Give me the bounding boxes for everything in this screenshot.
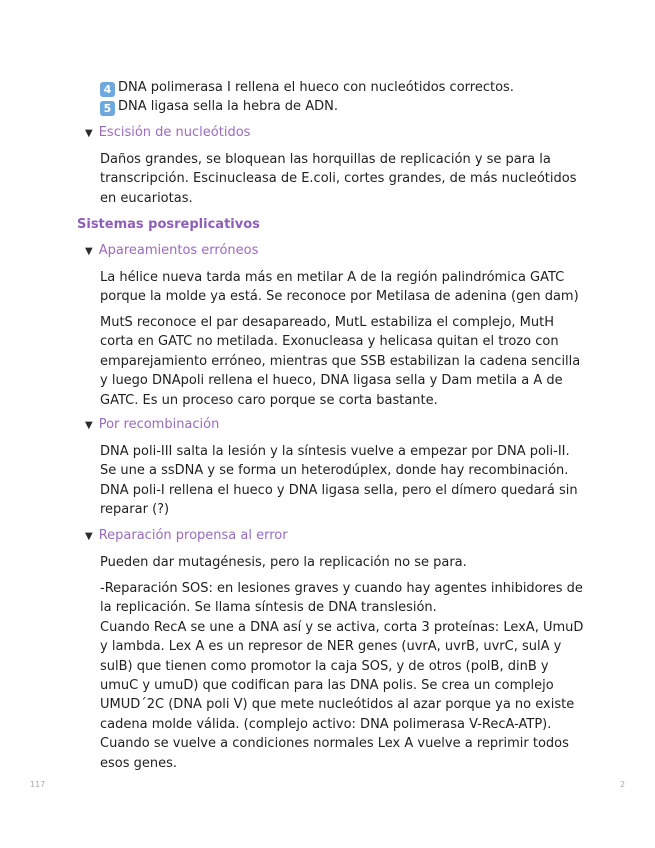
sos-intro: -Reparación SOS: en lesiones graves y cuando hay agentes inhibidores de la replicación. Se llama síntesis de DNA translesión. [100,581,583,616]
apareamientos-paragraph-2: MutS reconoce el par desapareado, MutL estabiliza el complejo, MutH corta en GATC no metilada. Exonucleasa y helicasa quitan el trozo con emparejamiento erróneo, mientras que SSB estabilizan la cadena sencilla y luego DNApoli rellena el hueco, DNA ligasa sella y Dam metila a A de GATC. Es un proceso caro porque se corta bastante. [100,315,581,408]
escision-text: Daños grandes, se bloquean las horquillas de replicación y se para la transcripción. Escinucleasa de E.coli, cortes grandes, de más nucleótidos en eucariotas. [100,152,577,206]
section-heading-posreplicativos: Sistemas posreplicativos [77,217,260,232]
step-5-line [100,97,338,116]
sos-detail: Cuando RecA se une a DNA así y se activa, corta 3 proteínas: LexA, UmuD y lambda. Lex A es un represor de NER genes (uvrA, uvrB, uvrC, sulA y sulB) que tienen como promotor la caja SOS, y de otros (polB, dinB y umuC y umuD) que codifican para las DNA polis. Se crea un complejo UMUD´2C (DNA poli V) que mete nucleótidos al azar porque ya no existe cadena molde válida. (complejo activo: DNA polimerasa V-RecA-ATP). Cuando se vuelve a condiciones normales Lex A vuelve a reprimir todos esos genes. [100,619,584,771]
toggle-triangle-icon: ▼ [85,246,93,257]
footer-page-number: 2 [620,780,626,789]
toggle-propensa[interactable] [85,527,288,546]
toggle-apareamientos-title: Apareamientos erróneos [98,243,259,258]
toggle-recombinacion-title: Por recombinación [98,417,220,432]
toggle-escision[interactable] [85,124,250,143]
propensa-paragraph-2 [100,579,585,773]
toggle-escision-title: Escisión de nucleótidos [98,125,251,140]
toggle-triangle-icon: ▼ [85,420,93,431]
toggle-recombinacion[interactable] [85,416,219,435]
toggle-triangle-icon: ▼ [85,128,93,139]
step-4-line [100,78,514,97]
footer-page-id: 117 [30,780,46,789]
toggle-propensa-title: Reparación propensa al error [98,528,288,543]
apareamientos-paragraph-1: La hélice nueva tarda más en metilar A de la región palindrómica GATC porque la molde ya está. Se reconoce por Metilasa de adenina (gen dam) [100,270,579,305]
step-5-text: DNA ligasa sella la hebra de ADN. [118,99,338,114]
keycap-5-icon: 5 [100,101,115,116]
recombinacion-paragraph: DNA poli-III salta la lesión y la síntesis vuelve a empezar por DNA poli-II. Se une a ssDNA y se forma un heterodúplex, donde hay recombinación. DNA poli-I rellena el hueco y DNA ligasa sella, pero el dímero quedará sin reparar (?) [100,444,578,518]
toggle-triangle-icon: ▼ [85,531,93,542]
propensa-paragraph-1: Pueden dar mutagénesis, pero la replicación no se para. [100,555,467,570]
keycap-4-icon: 4 [100,82,115,97]
toggle-apareamientos[interactable] [85,242,258,261]
step-4-text: DNA polimerasa I rellena el hueco con nucleótidos correctos. [118,80,514,95]
